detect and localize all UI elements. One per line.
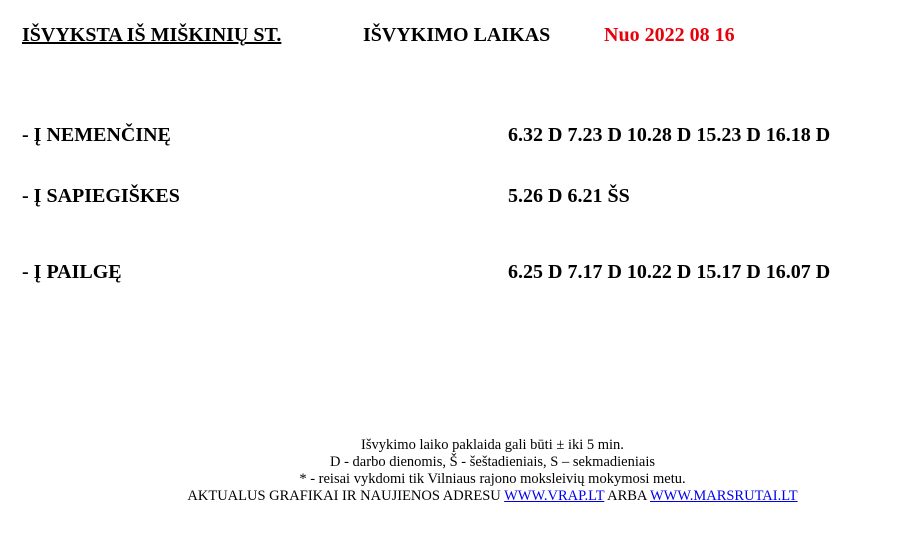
footer-school-note: * - reisai vykdomi tik Vilniaus rajono moksleivių mokymosi metu. — [299, 471, 686, 487]
valid-from-date: Nuo 2022 08 16 — [604, 24, 735, 46]
schedule-footer — [0, 437, 923, 505]
footer-day-legend: D - darbo dienomis, Š - šeštadieniais, S – sekmadieniais — [330, 454, 655, 470]
route-destination: - Į NEMENČINĘ — [22, 124, 171, 146]
marsrutai-link[interactable]: WWW.MARSRUTAI.LT — [649, 488, 798, 504]
vrap-link[interactable]: WWW.VRAP.LT — [504, 488, 605, 504]
route-departure-times: 5.26 D 6.21 ŠS — [508, 185, 630, 207]
footer-links-prefix: AKTUALUS GRAFIKAI IR NAUJIENOS ADRESU — [187, 488, 505, 504]
departure-time-heading: IŠVYKIMO LAIKAS — [363, 24, 551, 46]
route-departure-times: 6.32 D 7.23 D 10.28 D 15.23 D 16.18 D — [508, 124, 831, 146]
route-destination: - Į PAILGĘ — [22, 261, 122, 283]
route-departure-times: 6.25 D 7.17 D 10.22 D 15.17 D 16.07 D — [508, 261, 831, 283]
route-destination: - Į SAPIEGIŠKES — [22, 185, 180, 207]
footer-links-middle: ARBA — [604, 488, 650, 504]
footer-links-line — [0, 488, 923, 505]
departure-station-title: IŠVYKSTA IŠ MIŠKINIŲ ST. — [22, 24, 282, 46]
footer-tolerance-note: Išvykimo laiko paklaida gali būti ± iki 5 min. — [361, 437, 624, 453]
